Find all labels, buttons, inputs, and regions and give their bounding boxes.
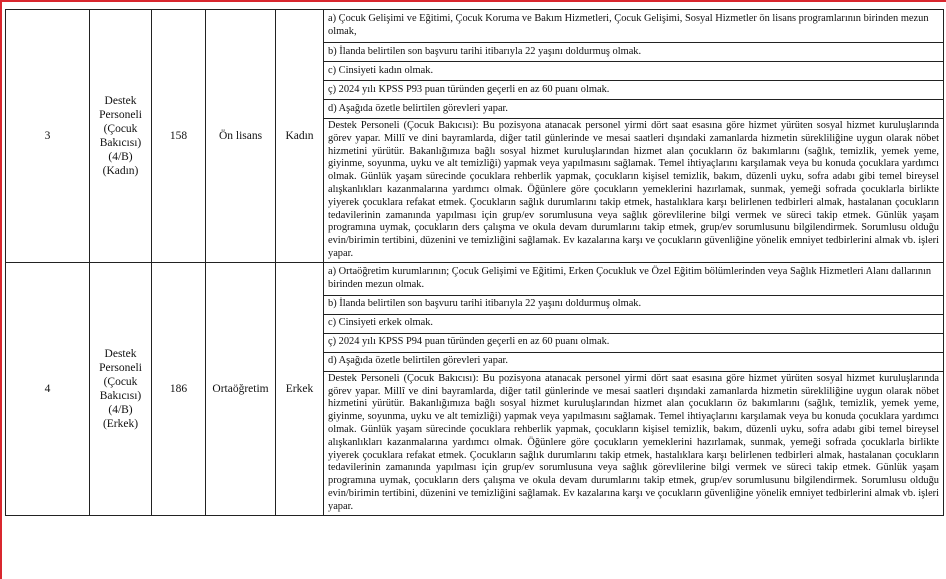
requirement-item: d) Aşağıda özetle belirtilen görevleri yapar. (324, 100, 944, 119)
position-count: 186 (152, 262, 206, 515)
requirement-item: a) Çocuk Gelişimi ve Eğitimi, Çocuk Koruma ve Bakım Hizmetleri, Çocuk Gelişimi, Sosyal Hizmetler ön lisans programlarının birinden mezun olmak, (324, 10, 944, 43)
requirement-item: a) Ortaöğretim kurumlarının; Çocuk Gelişimi ve Eğitimi, Erken Çocukluk ve Özel Eğitim bölümlerinden veya Sağlık Hizmetleri Alanı dallarının birinden mezun olmak. (324, 262, 944, 295)
requirement-item: b) İlanda belirtilen son başvuru tarihi itibarıyla 22 yaşını doldurmuş olmak. (324, 295, 944, 314)
row-number: 3 (6, 10, 90, 263)
gender: Kadın (276, 10, 324, 263)
position-title: Destek Personeli (Çocuk Bakıcısı) (4/B) (Erkek) (90, 262, 152, 515)
education-level: Ortaöğretim (206, 262, 276, 515)
positions-table (5, 9, 944, 516)
requirement-item: d) Aşağıda özetle belirtilen görevleri yapar. (324, 352, 944, 371)
requirement-item: ç) 2024 yılı KPSS P94 puan türünden geçerli en az 60 puanı olmak. (324, 333, 944, 352)
table-row (6, 10, 944, 43)
requirement-item: c) Cinsiyeti erkek olmak. (324, 314, 944, 333)
requirement-item: b) İlanda belirtilen son başvuru tarihi itibarıyla 22 yaşını doldurmuş olmak. (324, 43, 944, 62)
education-level: Ön lisans (206, 10, 276, 263)
job-description: Destek Personeli (Çocuk Bakıcısı): Bu pozisyona atanacak personel yirmi dört saat esasına göre hizmet yürüten sosyal hizmet kuruluşlarında görev yapar. Millî ve dini bayramlarda, diğer tatil günlerinde ve mesai saatleri dışındaki zamanlarda hizmetin sürekliliğine uygun olarak nöbet hizmetini yürütür. Bakanlığımıza bağlı sosyal hizmet kuruluşlarından hizmet alan çocukların öz bakımlarını (sağlık, temizlik, yemek yeme, giyinme, soyunma, uyku ve alt temizliği) yapmak veya yapılmasını sağlamak. Temel ihtiyaçlarını karşılamak veya bu konuda çocuklara yardımcı olmak. Günlük yaşam sürecinde çocuklara rehberlik yapmak, çocukların kişisel temizlik, bakım, düzenli uyku, sofra adabı gibi temel bireysel alışkanlıkları kazanmalarına yardımcı olmak. Öğünlere göre çocukların yemeklerini hazırlamak, sunmak, yemeği sofrada çocuklarla birlikte yiyerek çocuklara refakat etmek. Çocukların sağlık durumlarını takip etmek, hastalıklara karşı belirlenen tedbirleri almak, hastalanan çocukların tedavilerinin zamanında yapılması için grup/ev sorumlusuna veya sağlık görevlilerine bilgi vermek ve süreci takip etmek. Günlük yaşam programına uymak, çocukların ders çalışma ve okula devam durumlarını takip etmek, grup/ev sorumlusunu bilgilendirmek. Sorumlusu olduğu evin/birimin tertibini, düzenini ve temizliğini sağlamak. Ev kazalarına karşı ve çocukların güvenliğine yönelik emniyet tedbirlerini almak vb. işleri yapar. (324, 119, 944, 263)
position-title: Destek Personeli (Çocuk Bakıcısı) (4/B) (Kadın) (90, 10, 152, 263)
table-row (6, 262, 944, 295)
row-number: 4 (6, 262, 90, 515)
requirement-item: ç) 2024 yılı KPSS P93 puan türünden geçerli en az 60 puanı olmak. (324, 81, 944, 100)
job-description: Destek Personeli (Çocuk Bakıcısı): Bu pozisyona atanacak personel yirmi dört saat esasına göre hizmet yürüten sosyal hizmet kuruluşlarında görev yapar. Millî ve dini bayramlarda, diğer tatil günlerinde ve mesai saatleri dışındaki zamanlarda hizmetin sürekliliğine uygun olarak nöbet hizmetini yürütür. Bakanlığımıza bağlı sosyal hizmet kuruluşlarından hizmet alan çocukların öz bakımlarını (sağlık, temizlik, yemek yeme, giyinme, soyunma, uyku ve alt temizliği) yapmak veya yapılmasını sağlamak. Temel ihtiyaçlarını karşılamak veya bu konuda çocuklara yardımcı olmak. Günlük yaşam sürecinde çocuklara rehberlik yapmak, çocukların kişisel temizlik, bakım, düzenli uyku, sofra adabı gibi temel bireysel alışkanlıkları kazanmalarına yardımcı olmak. Öğünlere göre çocukların yemeklerini hazırlamak, sunmak, yemeği sofrada çocuklarla birlikte yiyerek çocuklara refakat etmek. Çocukların sağlık durumlarını takip etmek, hastalıklara karşı belirlenen tedbirleri almak, hastalanan çocukların tedavilerinin zamanında yapılması için grup/ev sorumlusuna veya sağlık görevlilerine bilgi vermek ve süreci takip etmek. Günlük yaşam programına uymak, çocukların ders çalışma ve okula devam durumlarını takip etmek, grup/ev sorumlusunu bilgilendirmek. Sorumlusu olduğu evin/birimin tertibini, düzenini ve temizliğini sağlamak. Ev kazalarına karşı ve çocukların güvenliğine yönelik emniyet tedbirlerini almak vb. işleri yapar. (324, 371, 944, 515)
requirement-item: c) Cinsiyeti kadın olmak. (324, 62, 944, 81)
position-count: 158 (152, 10, 206, 263)
gender: Erkek (276, 262, 324, 515)
